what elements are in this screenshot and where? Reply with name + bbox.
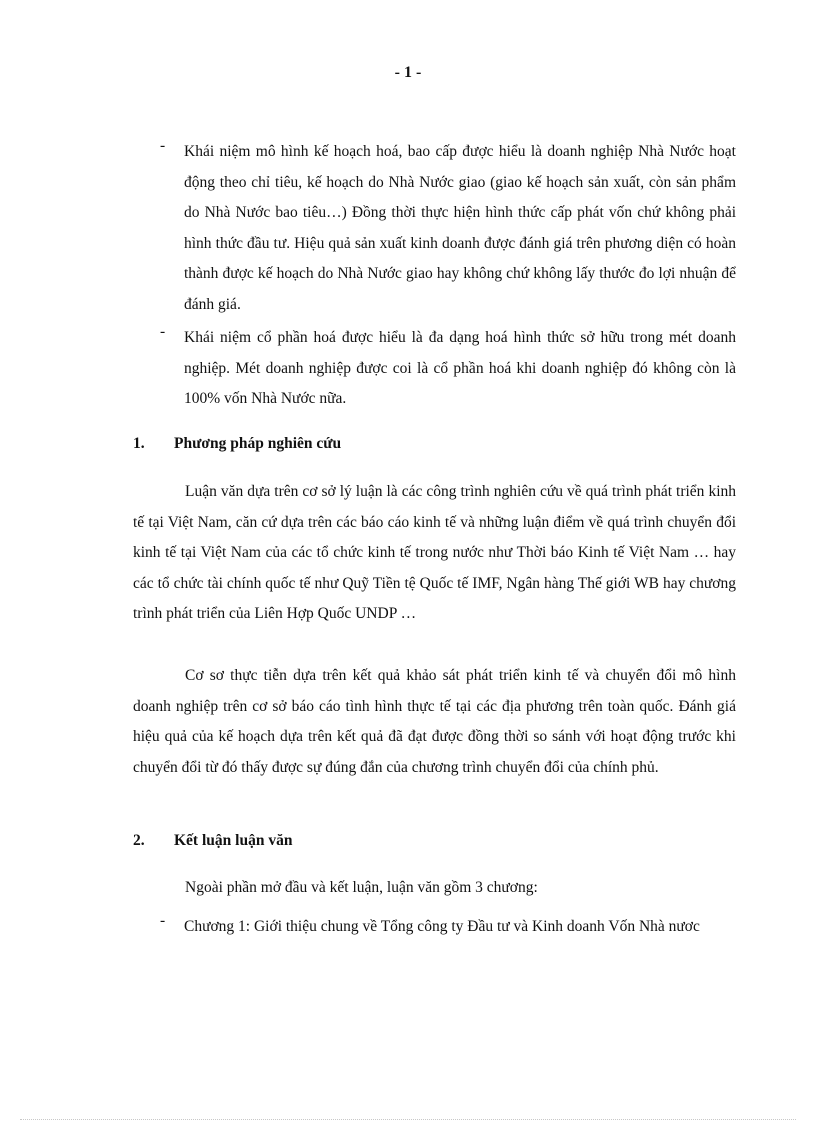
section-number: 1. [133, 435, 145, 452]
bullet-item-equitization-concept [160, 323, 736, 415]
section-title: Phương pháp nghiên cứu [174, 435, 342, 452]
section-number: 2. [133, 832, 145, 849]
bullet-text: Khái niệm mô hình kế hoạch hoá, bao cấp được hiểu là doanh nghiệp Nhà Nước hoạt động theo chỉ tiêu, kế hoạch do Nhà Nước giao (giao kế hoạch sản xuất, còn sản phẩm do Nhà Nước bao tiêu…) Đồng thời thực hiện hình thức cấp phát vốn chứ không phải hình thức đầu tư. Hiệu quả sản xuất kinh doanh được đánh giá trên phương diện có hoàn thành được kế hoạch do Nhà Nước giao hay không chứ không lấy thước đo lợi nhuận để đánh giá. [184, 143, 736, 313]
bullet-dash: - [160, 323, 166, 340]
page-bottom-divider [20, 1119, 796, 1120]
paragraph-practical-basis: Cơ sơ thực tiễn dựa trên kết quả khảo sát phát triển kinh tế và chuyển đổi mô hình doanh nghiệp trên cơ sở báo cáo tình hình thực tế tại các địa phương trên toàn quốc. Đánh giá hiệu quả của kế hoạch dựa trên kết quả đã đạt được đồng thời so sánh với hoạt động trước khi chuyển đổi từ đó thấy được sự đúng đắn của chương trình chuyển đổi của chính phủ. [133, 667, 736, 776]
bullet-dash: - [160, 137, 166, 154]
bullet-text: Chương 1: Giới thiệu chung về Tổng công ty Đầu tư và Kinh doanh Vốn Nhà nươc [184, 918, 700, 935]
bullet-item-chapter-1 [160, 912, 736, 943]
section-title: Kết luận luận văn [174, 832, 293, 849]
bullet-item-planning-concept [160, 137, 736, 320]
page-number: - 1 - [394, 64, 422, 81]
paragraph-chapter-intro: Ngoài phần mở đầu và kết luận, luận văn gồm 3 chương: [185, 879, 538, 896]
bullet-dash: - [160, 912, 166, 929]
bullet-text: Khái niệm cổ phần hoá được hiểu là đa dạng hoá hình thức sở hữu trong mét doanh nghiệp. Mét doanh nghiệp được coi là cổ phần hoá khi doanh nghiệp đó không còn là 100% vốn Nhà Nước nữa. [184, 329, 736, 407]
paragraph-theoretical-basis: Luận văn dựa trên cơ sở lý luận là các công trình nghiên cứu về quá trình phát triển kinh tế tại Việt Nam, căn cứ dựa trên các báo cáo kinh tế và những luận điểm về quá trình chuyển đổi kinh tế tại Việt Nam của các tổ chức kinh tế trong nước như Thời báo Kinh tế Việt Nam … hay các tổ chức tài chính quốc tế như Quỹ Tiền tệ Quốc tế IMF, Ngân hàng Thế giới WB hay chương trình phát triển của Liên Hợp Quốc UNDP … [133, 483, 736, 622]
